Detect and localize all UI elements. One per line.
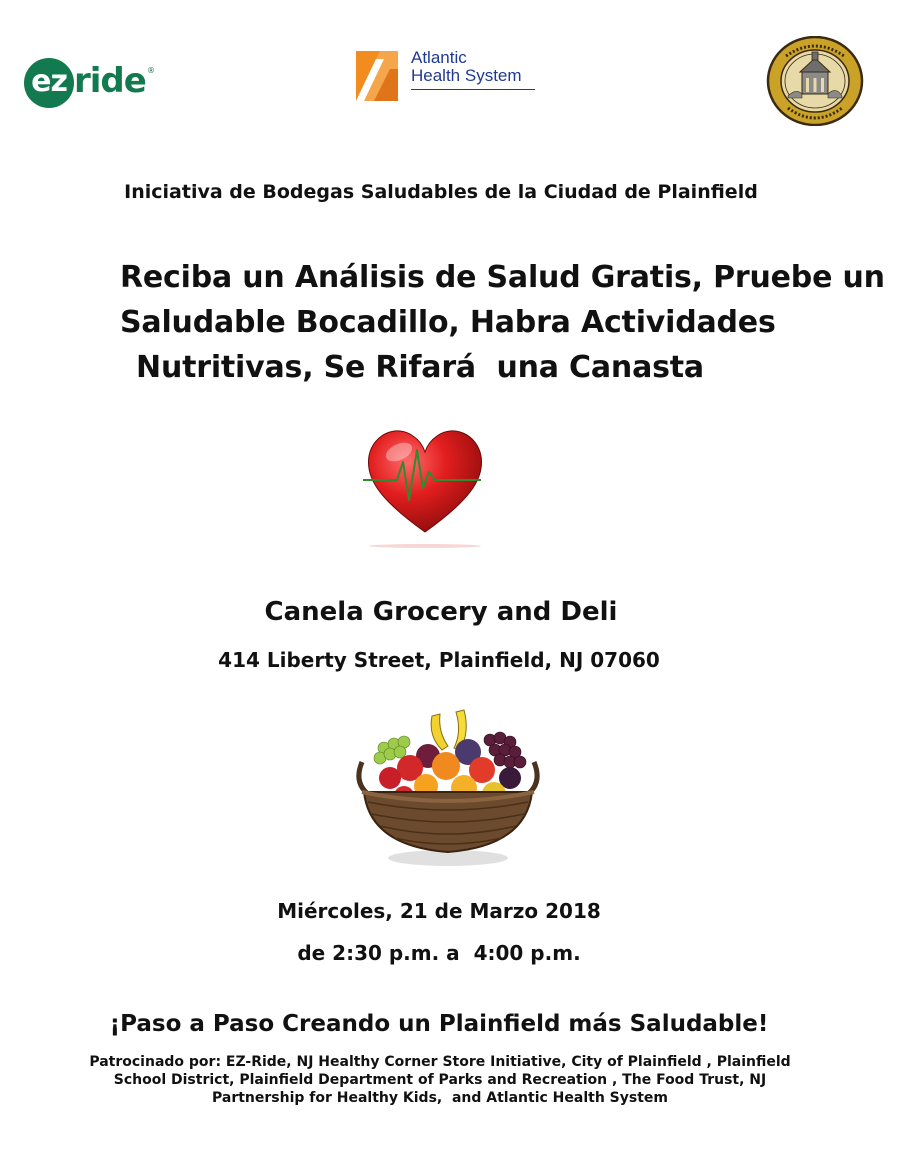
sponsors: [60, 1053, 820, 1107]
fruit-basket-icon: [350, 706, 546, 872]
sponsors-line1: Patrocinado por: EZ-Ride, NJ Healthy Corner Store Initiative, City of Plainfield , Plainfield: [89, 1054, 791, 1070]
sponsors-line3: Partnership for Healthy Kids, and Atlantic Health System: [212, 1090, 668, 1106]
atlantic-health-line1: Atlantic: [411, 48, 467, 67]
atlantic-health-line2: Health System: [411, 66, 522, 85]
heart-heartbeat-icon: [363, 422, 488, 552]
headline: [120, 255, 885, 390]
headline-line1: Reciba un Análisis de Salud Gratis, Pruebe un: [120, 260, 885, 295]
atlantic-health-logo: [356, 48, 546, 102]
ezride-logo-ride: ride: [74, 61, 146, 101]
store-name: Canela Grocery and Deli: [264, 597, 618, 627]
slogan: ¡Paso a Paso Creando un Plainfield más Saludable!: [109, 1011, 769, 1037]
atlantic-health-mark-icon: [356, 51, 398, 101]
city-seal-icon: [766, 36, 864, 126]
event-date: Miércoles, 21 de Marzo 2018: [277, 899, 601, 923]
event-time: de 2:30 p.m. a 4:00 p.m.: [297, 941, 581, 965]
city-of-plainfield-seal: [766, 36, 864, 126]
sponsors-line2: School District, Plainfield Department of Parks and Recreation , The Food Trust, NJ: [113, 1072, 767, 1088]
initiative-title: Iniciativa de Bodegas Saludables de la Ciudad de Plainfield: [124, 181, 758, 203]
atlantic-health-rule: [411, 89, 535, 90]
store-address: 414 Liberty Street, Plainfield, NJ 07060: [218, 648, 660, 672]
ezride-logo-ez: ez: [24, 58, 74, 108]
headline-line2: Saludable Bocadillo, Habra Actividades: [120, 305, 776, 340]
headline-line3: Nutritivas, Se Rifará una Canasta: [136, 350, 704, 385]
ezride-registered-mark: ®: [147, 66, 155, 75]
ezride-logo: [24, 58, 156, 108]
